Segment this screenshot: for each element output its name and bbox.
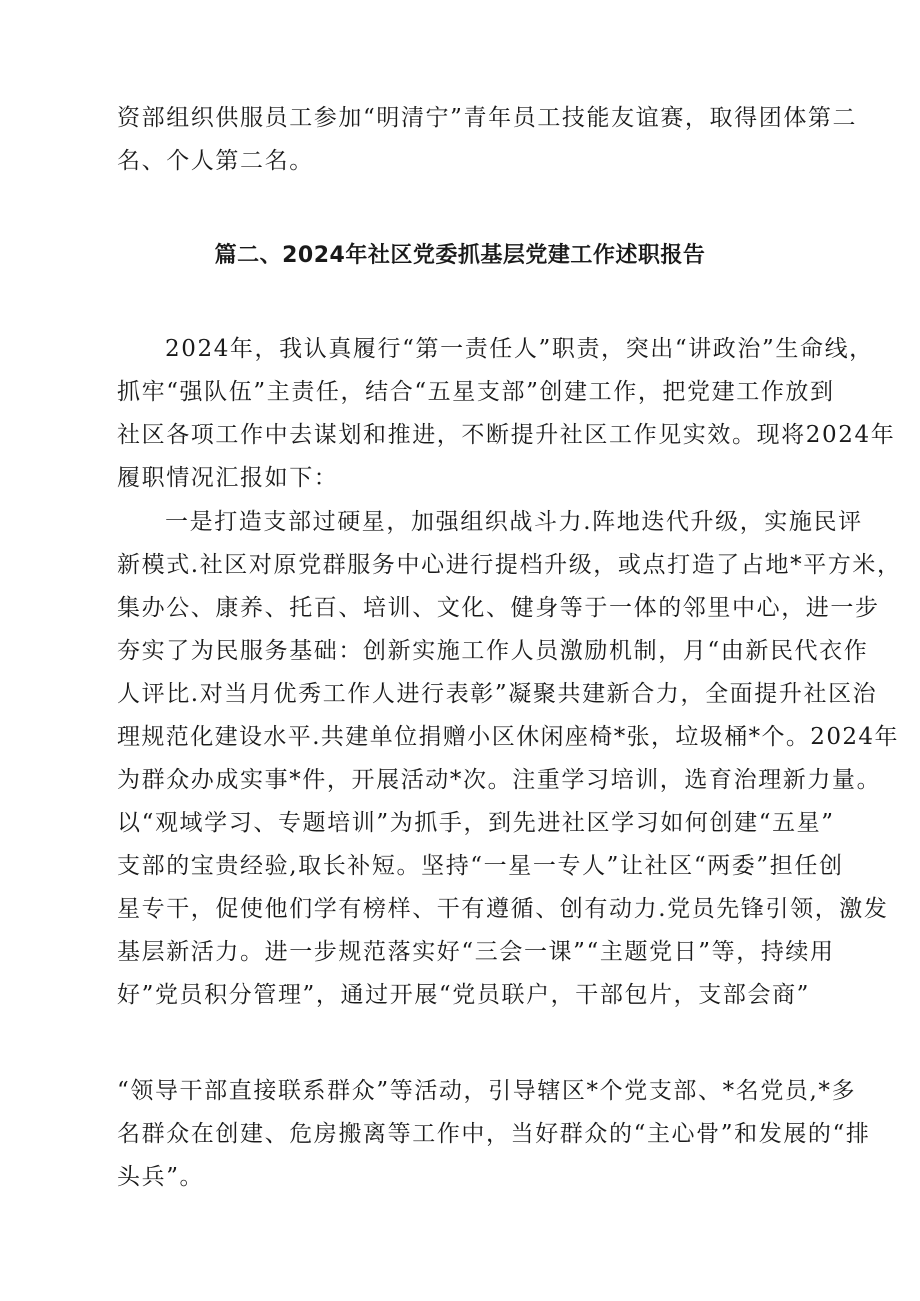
body-line-2: 新模式.社区对原党群服务中心进行提档升级，或点打造了占地*平方米， [117,552,902,578]
intro-line-3: 社区各项工作中去谋划和推进，不断提升社区工作见实效。现将2024年 [117,422,896,448]
body-line-7: 为群众办成实事*件，开展活动*次。注重学习培训，选育治理新力量。 [117,767,882,793]
closing-line-2: 名群众在创建、危房搬离等工作中，当好群众的“主心骨”和发展的“排 [117,1121,871,1147]
closing-line-3: 头兵”。 [117,1164,205,1190]
intro-line-2: 抓牢“强队伍”主责任，结合“五星支部”创建工作，把党建工作放到 [117,379,835,405]
top-paragraph-line-2: 名、个人第二名。 [117,148,314,174]
body-line-8: 以“观域学习、专题培训”为抓手，到先进社区学习如何创建“五星” [117,810,835,836]
body-line-4: 夯实了为民服务基础：创新实施工作人员激励机制，月“由新民代衣作 [117,638,869,664]
body-line-6: 理规范化建设水平.共建单位捐赠小区休闲座椅*张，垃圾桶*个。2024年 [117,724,899,750]
closing-line-1: “领导干部直接联系群众”等活动，引导辖区*个党支部、*名党员,*多 [117,1078,857,1104]
body-line-11: 基层新活力。进一步规范落实好“三会一课”“主题党日”等，持续用 [117,939,835,965]
intro-line-4: 履职情况汇报如下： [117,465,339,491]
intro-line-1: 2024年，我认真履行“第一责任人”职责，突出“讲政治”生命线， [165,336,874,362]
body-line-5: 人评比.对当月优秀工作人进行表彰”凝聚共建新合力，全面提升社区治 [117,681,878,707]
body-line-9: 支部的宝贵经验,取长补短。坚持“一星一专人”让社区“两委”担任创 [117,853,844,879]
body-line-3: 集办公、康养、托百、培训、文化、健身等于一体的邻里中心，进一步 [117,595,880,621]
section-title: 篇二、2024年社区党委抓基层党建工作述职报告 [214,243,706,268]
body-line-10: 星专干，促使他们学有榜样、干有遵循、创有动力.党员先锋引领，激发 [117,896,889,922]
body-line-12: 好”党员积分管理”，通过开展“党员联户，干部包片，支部会商” [117,982,811,1008]
top-paragraph-line-1: 资部组织供服员工参加“明清宁”青年员工技能友谊赛，取得团体第二 [117,105,858,131]
body-line-1: 一是打造支部过硬星，加强组织战斗力.阵地迭代升级，实施民评 [165,509,863,535]
